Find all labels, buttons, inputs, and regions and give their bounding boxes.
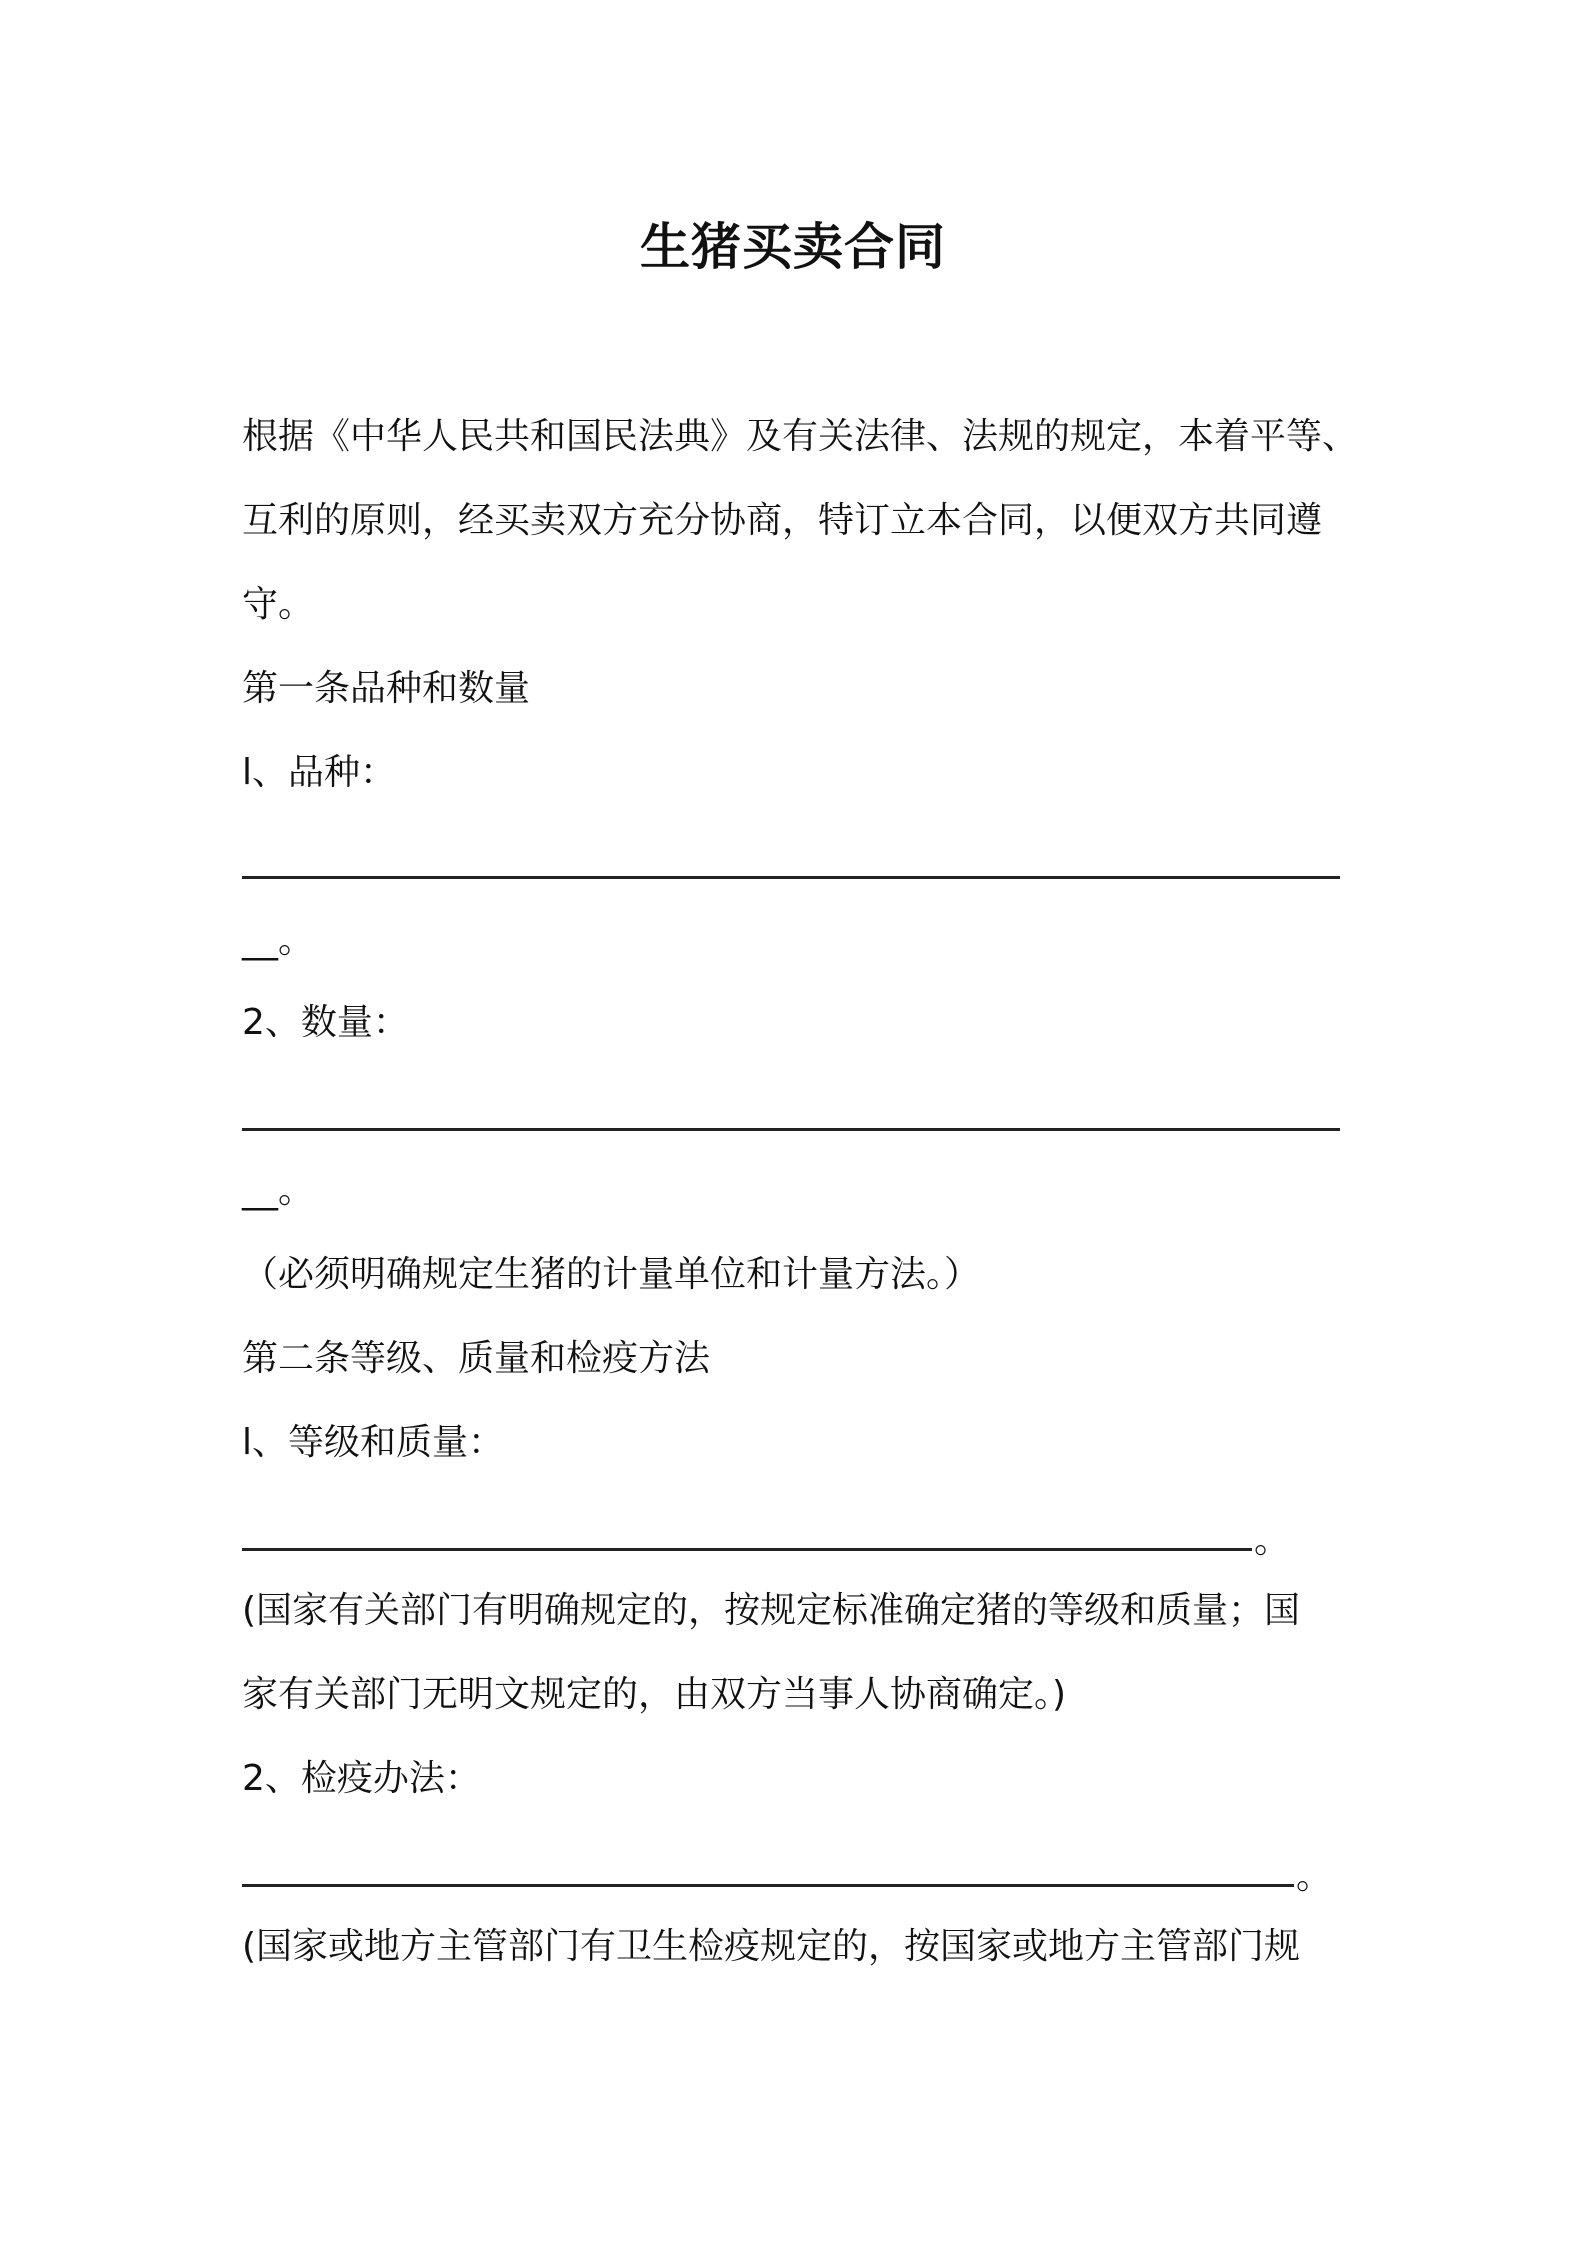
item-1-1-label: l、品种： [242,752,397,793]
article-1-heading: 第一条品种和数量 [242,668,531,709]
item-1-1-tail: __。 [242,920,315,961]
item-2-2-note-line-1: (国家或地方主管部门有卫生检疫规定的，按国家或地方主管部门规 [242,1926,1301,1967]
item-1-2-tail: __。 [242,1170,315,1211]
fill-in-blank-quantity[interactable] [242,1128,1340,1131]
fill-in-blank-grade-quality[interactable] [242,1548,1252,1551]
article-2-heading: 第二条等级、质量和检疫方法 [242,1338,711,1379]
item-1-2-label: 2、数量： [242,1002,409,1043]
intro-line-2: 互利的原则，经买卖双方充分协商，特订立本合同，以便双方共同遵 [242,500,1323,541]
item-2-2-label: 2、检疫办法： [242,1758,481,1799]
fill-in-blank-quarantine[interactable] [242,1884,1294,1887]
item-2-2-tail: 。 [1296,1856,1333,1897]
item-2-1-note-line-1: (国家有关部门有明确规定的，按规定标准确定猪的等级和质量；国 [242,1590,1301,1631]
intro-line-3: 守。 [242,584,315,625]
fill-in-blank-variety[interactable] [242,876,1340,879]
document-title: 生猪买卖合同 [640,218,946,276]
item-2-1-label: l、等级和质量： [242,1422,505,1463]
item-2-1-note-line-2: 家有关部门无明文规定的，由双方当事人协商确定。) [242,1674,1067,1715]
intro-line-1: 根据《中华人民共和国民法典》及有关法律、法规的规定，本着平等、 [242,416,1359,457]
item-2-1-tail: 。 [1254,1520,1291,1561]
article-1-note: （必须明确规定生猪的计量单位和计量方法。） [242,1254,981,1295]
